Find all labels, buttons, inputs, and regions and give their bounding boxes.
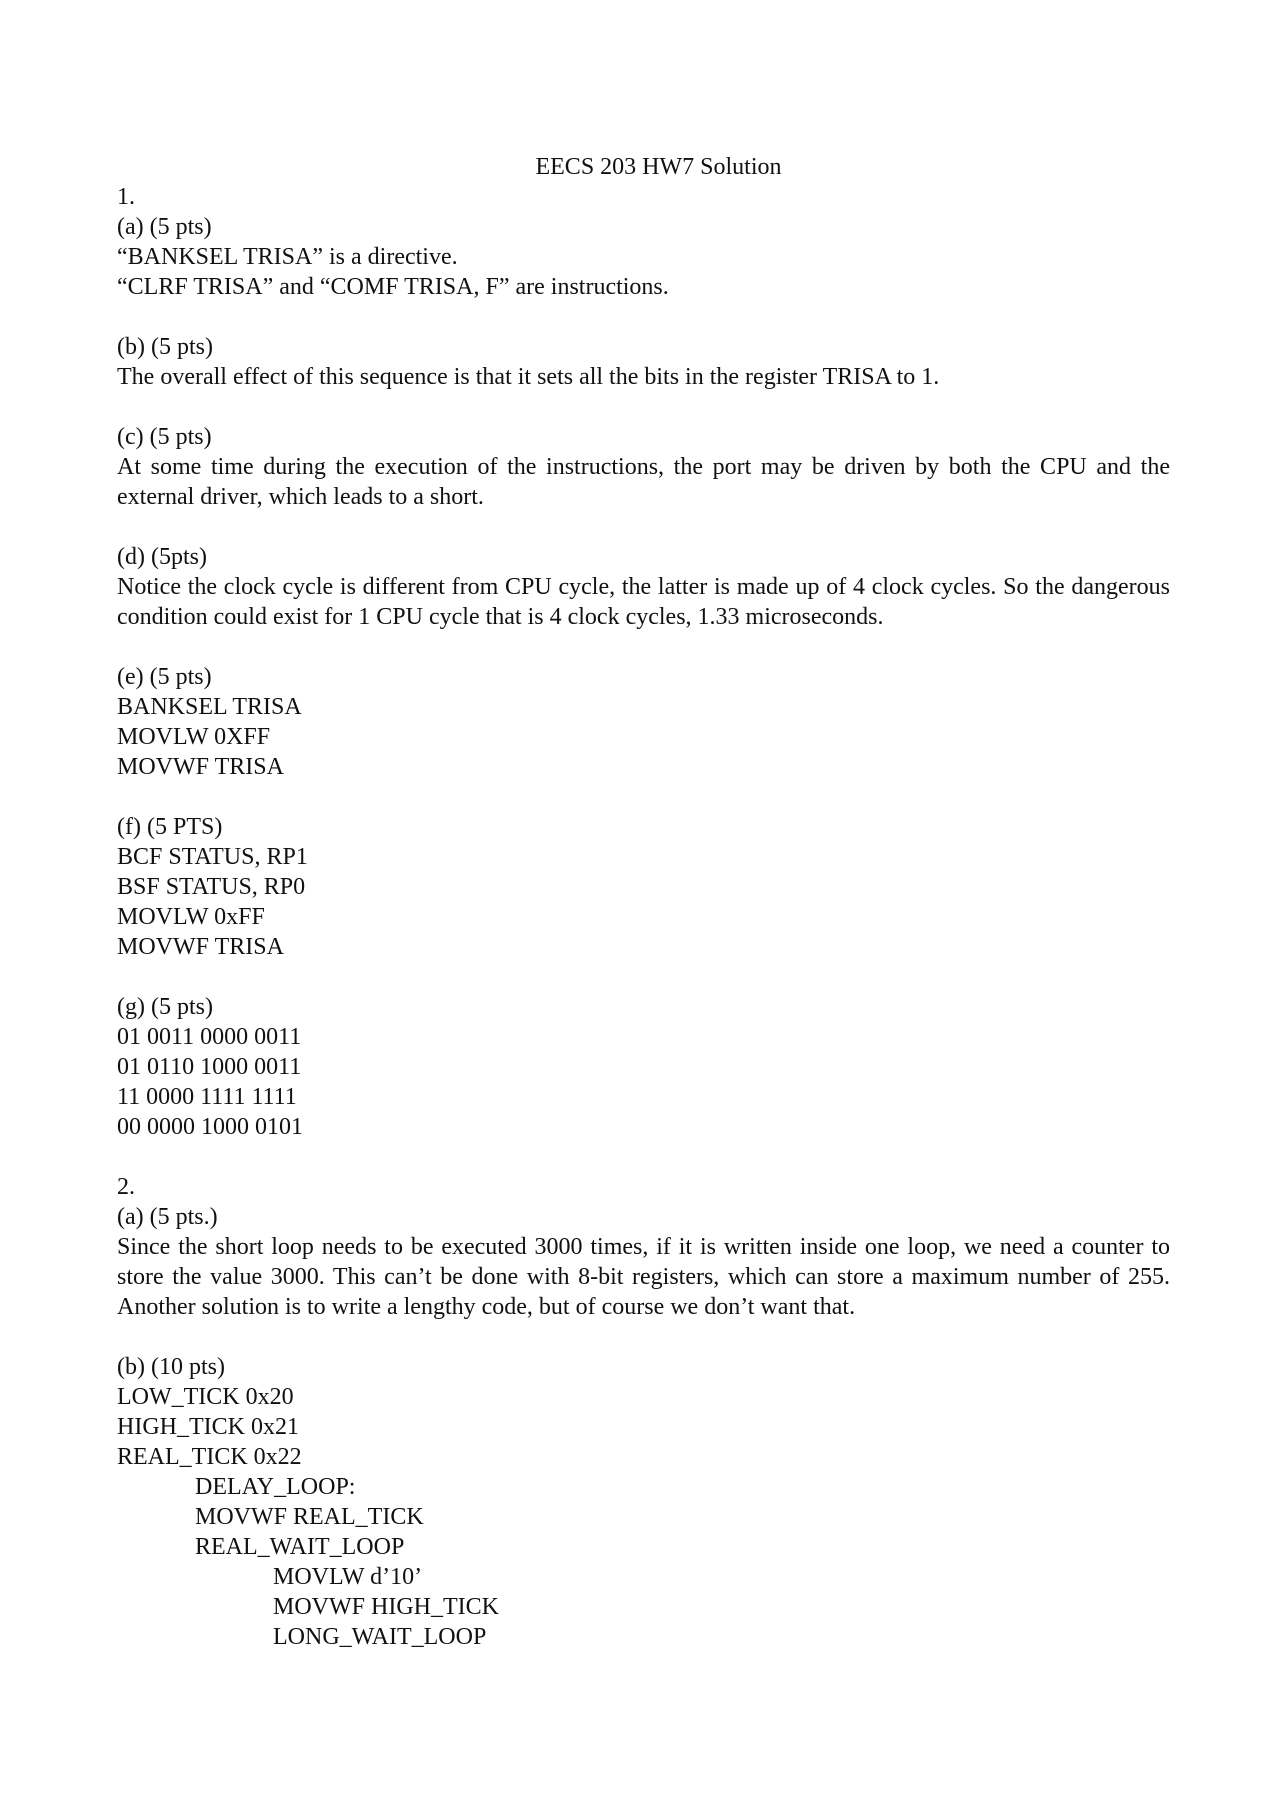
code-line: REAL_WAIT_LOOP xyxy=(195,1534,405,1560)
code-line: MOVLW 0xFF xyxy=(117,904,265,930)
q1a-line: “BANKSEL TRISA” is a directive. xyxy=(117,244,458,270)
q1f-label: (f) (5 PTS) xyxy=(117,814,223,840)
spacer xyxy=(117,962,1170,992)
q1b-label: (b) (5 pts) xyxy=(117,334,213,360)
spacer xyxy=(117,512,1170,542)
binary-line: 01 0011 0000 0011 xyxy=(117,1024,302,1050)
code-line: BANKSEL TRISA xyxy=(117,694,302,720)
question-1-number: 1. xyxy=(117,184,135,210)
question-2-number: 2. xyxy=(117,1174,135,1200)
spacer xyxy=(117,782,1170,812)
spacer xyxy=(117,1142,1170,1172)
q2a-answer: Since the short loop needs to be executed 3000 times, if it is written inside one loop, we need a counter to store the value 3000. This can’t be done with 8-bit registers, which can store a maximum number of 255. Another solution is to write a lengthy code, but of course we don’t want that. xyxy=(117,1234,1170,1320)
binary-line: 11 0000 1111 1111 xyxy=(117,1084,297,1110)
q1d-label: (d) (5pts) xyxy=(117,544,207,570)
code-line: MOVWF HIGH_TICK xyxy=(273,1594,499,1620)
code-line: MOVLW d’10’ xyxy=(273,1564,423,1590)
q1e-label: (e) (5 pts) xyxy=(117,664,212,690)
code-line: HIGH_TICK 0x21 xyxy=(117,1414,299,1440)
q1a-label: (a) (5 pts) xyxy=(117,214,212,240)
spacer xyxy=(117,392,1170,422)
q1c-answer: At some time during the execution of the instructions, the port may be driven by both the CPU and the external driver, which leads to a short. xyxy=(117,454,1170,510)
q1b-answer: The overall effect of this sequence is that it sets all the bits in the register TRISA to 1. xyxy=(117,364,940,390)
q1a-line: “CLRF TRISA” and “COMF TRISA, F” are instructions. xyxy=(117,274,669,300)
q1g-label: (g) (5 pts) xyxy=(117,994,213,1020)
code-line: MOVWF REAL_TICK xyxy=(195,1504,424,1530)
code-line: MOVWF TRISA xyxy=(117,754,284,780)
code-line: DELAY_LOOP: xyxy=(195,1474,356,1500)
code-line: REAL_TICK 0x22 xyxy=(117,1444,302,1470)
code-line: BSF STATUS, RP0 xyxy=(117,874,306,900)
q2b-label: (b) (10 pts) xyxy=(117,1354,225,1380)
code-line: LOW_TICK 0x20 xyxy=(117,1384,294,1410)
code-line: MOVWF TRISA xyxy=(117,934,284,960)
q1d-answer: Notice the clock cycle is different from CPU cycle, the latter is made up of 4 clock cycles. So the dangerous condition could exist for 1 CPU cycle that is 4 clock cycles, 1.33 microseconds. xyxy=(117,574,1170,630)
spacer xyxy=(117,1322,1170,1352)
spacer xyxy=(117,632,1170,662)
q2a-label: (a) (5 pts.) xyxy=(117,1204,218,1230)
code-line: MOVLW 0XFF xyxy=(117,724,271,750)
q1c-label: (c) (5 pts) xyxy=(117,424,212,450)
binary-line: 01 0110 1000 0011 xyxy=(117,1054,302,1080)
page-title: EECS 203 HW7 Solution xyxy=(535,154,782,180)
code-line: LONG_WAIT_LOOP xyxy=(273,1624,487,1650)
spacer xyxy=(117,302,1170,332)
code-line: BCF STATUS, RP1 xyxy=(117,844,308,870)
binary-line: 00 0000 1000 0101 xyxy=(117,1114,303,1140)
